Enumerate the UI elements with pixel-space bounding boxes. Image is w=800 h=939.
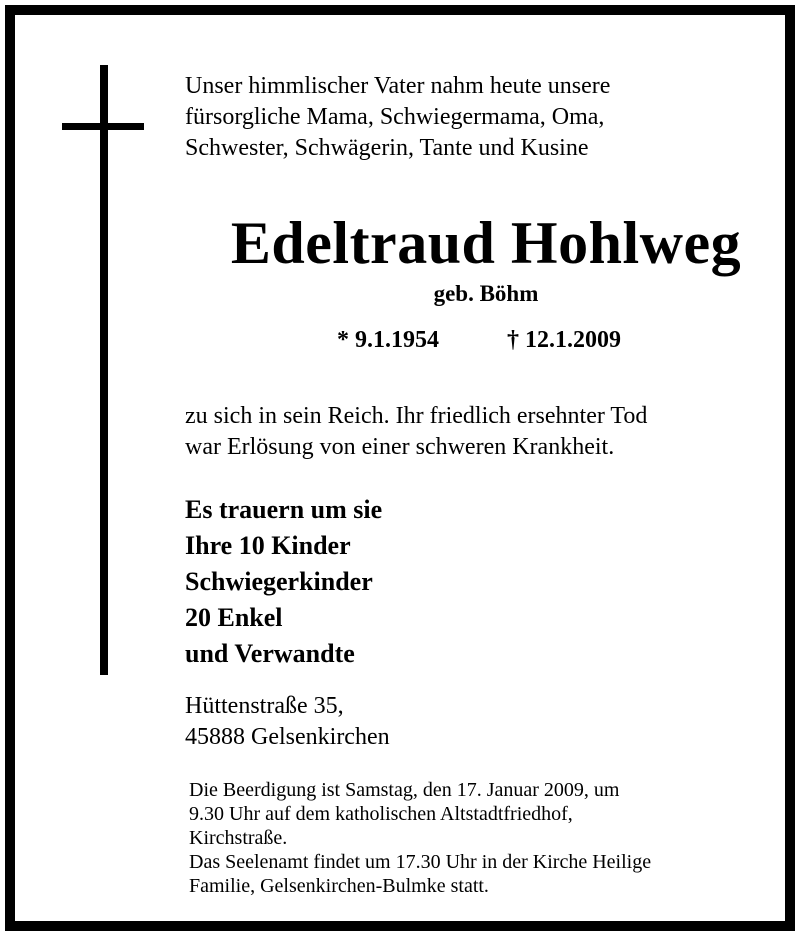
birth-date: * 9.1.1954 <box>337 327 439 353</box>
cross-icon-bar <box>62 123 144 130</box>
continuation-line: zu sich in sein Reich. Ihr friedlich ersehnter Tod <box>185 403 648 429</box>
address-line: Hüttenstraße 35, <box>185 693 344 719</box>
funeral-line: 9.30 Uhr auf dem katholischen Altstadtfriedhof, <box>189 803 573 825</box>
mourners-line: Schwiegerkinder <box>185 567 373 596</box>
continuation-text <box>185 401 647 463</box>
deceased-name: Edeltraud Hohlweg <box>230 210 742 276</box>
intro-line: Unser himmlischer Vater nahm heute unsere <box>185 73 611 99</box>
mourners-list <box>185 492 382 672</box>
death-date: † 12.1.2009 <box>507 327 621 353</box>
continuation-line: war Erlösung von einer schweren Krankheit. <box>185 434 615 460</box>
cross-icon <box>100 65 108 675</box>
funeral-line: Familie, Gelsenkirchen-Bulmke statt. <box>189 875 489 897</box>
funeral-info <box>189 778 651 898</box>
mourners-line: Ihre 10 Kinder <box>185 531 351 560</box>
funeral-line: Die Beerdigung ist Samstag, den 17. Januar 2009, um <box>189 779 620 801</box>
intro-line: Schwester, Schwägerin, Tante und Kusine <box>185 135 589 161</box>
address-line: 45888 Gelsenkirchen <box>185 724 390 750</box>
mourners-line: und Verwandte <box>185 639 355 668</box>
address <box>185 691 390 753</box>
maiden-name: geb. Böhm <box>433 281 539 306</box>
mourners-line: Es trauern um sie <box>185 495 383 524</box>
intro-line: fürsorgliche Mama, Schwiegermama, Oma, <box>185 104 605 130</box>
funeral-line: Das Seelenamt findet um 17.30 Uhr in der Kirche Heilige <box>189 851 652 873</box>
obituary-notice <box>5 5 795 931</box>
intro-text <box>185 71 610 164</box>
mourners-line: 20 Enkel <box>185 603 283 632</box>
funeral-line: Kirchstraße. <box>189 827 288 849</box>
